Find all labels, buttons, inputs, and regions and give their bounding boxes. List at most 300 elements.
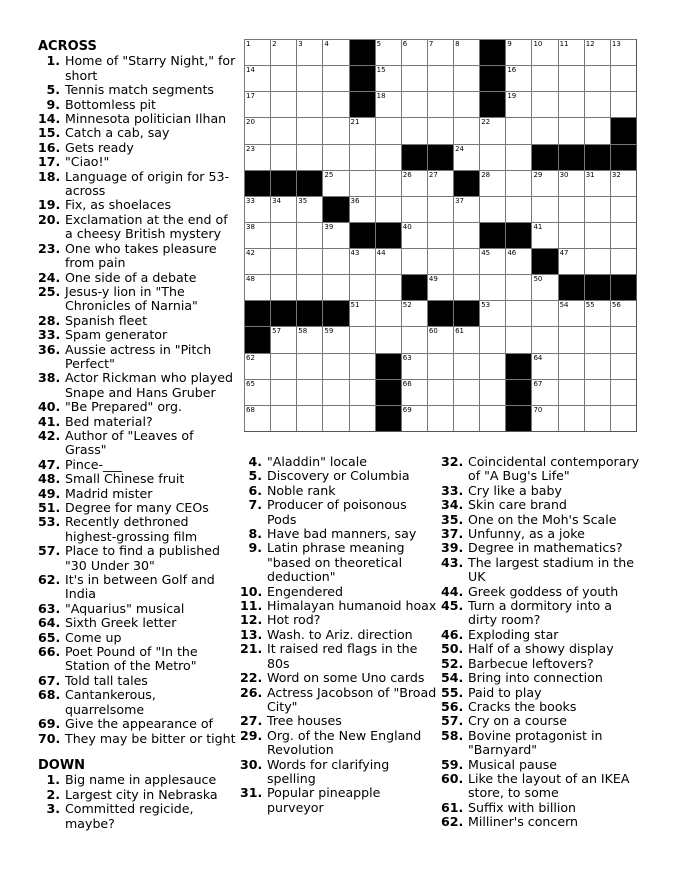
grid-cell[interactable] xyxy=(401,117,427,143)
clue-number: 26. xyxy=(240,684,263,700)
grid-cell[interactable] xyxy=(270,196,296,222)
grid-cell[interactable] xyxy=(479,196,505,222)
grid-clue-number: 8 xyxy=(455,40,460,48)
grid-clue-number: 9 xyxy=(507,40,512,48)
grid-cell[interactable] xyxy=(401,196,427,222)
grid-clue-number: 44 xyxy=(376,249,386,258)
grid-cell[interactable] xyxy=(427,274,453,300)
grid-cell[interactable] xyxy=(453,39,479,65)
clue-number: 59. xyxy=(441,756,464,772)
grid-cell[interactable] xyxy=(584,39,610,65)
clue-number: 65. xyxy=(38,629,61,645)
clue-number: 38. xyxy=(38,370,61,386)
clue-number: 24. xyxy=(38,269,61,285)
grid-cell[interactable] xyxy=(427,117,453,143)
grid-cell[interactable] xyxy=(296,248,322,274)
clue-number: 52. xyxy=(441,655,464,671)
clue-item xyxy=(38,802,238,831)
clue-item xyxy=(441,758,641,772)
grid-cell[interactable] xyxy=(453,144,479,170)
grid-cell[interactable] xyxy=(401,222,427,248)
grid-cell[interactable] xyxy=(427,65,453,91)
grid-cell[interactable] xyxy=(427,222,453,248)
grid-cell[interactable] xyxy=(584,353,610,379)
grid-cell[interactable] xyxy=(322,91,348,117)
clue-number: 4. xyxy=(248,454,262,469)
clue-number: 15. xyxy=(38,125,61,141)
grid-cell[interactable] xyxy=(584,91,610,117)
grid-cell[interactable] xyxy=(270,405,296,431)
clue-number: 35. xyxy=(441,511,464,527)
grid-block-cell xyxy=(505,379,531,405)
grid-cell[interactable] xyxy=(375,170,401,196)
grid-cell[interactable] xyxy=(427,353,453,379)
grid-cell[interactable] xyxy=(244,248,270,274)
grid-cell[interactable] xyxy=(531,405,557,431)
grid-cell[interactable] xyxy=(322,248,348,274)
clue-number: 9. xyxy=(46,96,60,112)
grid-clue-number: 4 xyxy=(324,40,329,48)
grid-cell[interactable] xyxy=(505,274,531,300)
grid-cell[interactable] xyxy=(296,144,322,170)
grid-cell[interactable] xyxy=(558,248,584,274)
grid-cell[interactable] xyxy=(427,39,453,65)
grid-cell[interactable] xyxy=(401,353,427,379)
grid-clue-number: 43 xyxy=(350,249,360,258)
clue-item xyxy=(441,700,641,714)
grid-cell[interactable] xyxy=(453,65,479,91)
grid-clue-number: 40 xyxy=(402,222,412,231)
grid-cell[interactable] xyxy=(584,405,610,431)
clue-item xyxy=(441,585,641,599)
clue-text: Give the appearance of xyxy=(65,716,213,732)
grid-cell[interactable] xyxy=(244,353,270,379)
clue-text: Unfunny, as a joke xyxy=(468,526,585,542)
clue-item xyxy=(441,498,641,512)
grid-cell[interactable] xyxy=(244,91,270,117)
clue-item xyxy=(38,285,238,314)
grid-cell[interactable] xyxy=(558,300,584,326)
grid-cell[interactable] xyxy=(349,274,375,300)
grid-cell[interactable] xyxy=(531,91,557,117)
grid-cell[interactable] xyxy=(558,353,584,379)
grid-cell[interactable] xyxy=(401,379,427,405)
clue-text: Minnesota politician Ilhan xyxy=(65,111,227,127)
clue-number: 63. xyxy=(38,600,61,616)
grid-cell[interactable] xyxy=(270,326,296,352)
grid-block-cell xyxy=(244,300,270,326)
grid-cell[interactable] xyxy=(584,117,610,143)
grid-cell[interactable] xyxy=(375,274,401,300)
clue-text: They may be bitter or tight xyxy=(65,730,236,746)
clue-number: 57. xyxy=(441,713,464,729)
grid-cell[interactable] xyxy=(296,65,322,91)
grid-cell[interactable] xyxy=(453,326,479,352)
grid-cell[interactable] xyxy=(505,300,531,326)
clue-item xyxy=(38,429,238,458)
grid-cell[interactable] xyxy=(505,144,531,170)
clue-item xyxy=(441,729,641,758)
grid-cell[interactable] xyxy=(244,405,270,431)
clue-item xyxy=(38,328,238,342)
clue-text: Exploding star xyxy=(468,626,559,642)
grid-block-cell xyxy=(479,65,505,91)
grid-cell[interactable] xyxy=(453,353,479,379)
grid-cell[interactable] xyxy=(322,117,348,143)
grid-cell[interactable] xyxy=(244,117,270,143)
grid-block-cell xyxy=(505,222,531,248)
grid-cell[interactable] xyxy=(558,326,584,352)
grid-cell[interactable] xyxy=(375,91,401,117)
grid-clue-number: 39 xyxy=(324,222,334,231)
grid-block-cell xyxy=(401,274,427,300)
grid-cell[interactable] xyxy=(558,170,584,196)
grid-cell[interactable] xyxy=(610,248,636,274)
grid-clue-number: 50 xyxy=(533,275,543,284)
grid-cell[interactable] xyxy=(505,117,531,143)
grid-block-cell xyxy=(505,405,531,431)
grid-cell[interactable] xyxy=(270,353,296,379)
grid-cell[interactable] xyxy=(375,300,401,326)
grid-block-cell xyxy=(375,222,401,248)
grid-cell[interactable] xyxy=(479,326,505,352)
grid-cell[interactable] xyxy=(244,222,270,248)
clue-item xyxy=(38,98,238,112)
grid-cell[interactable] xyxy=(244,274,270,300)
grid-block-cell xyxy=(349,65,375,91)
grid-clue-number: 6 xyxy=(402,40,408,48)
clue-item xyxy=(38,400,238,414)
grid-cell[interactable] xyxy=(531,117,557,143)
grid-cell[interactable] xyxy=(401,91,427,117)
grid-cell[interactable] xyxy=(322,65,348,91)
grid-cell[interactable] xyxy=(479,300,505,326)
grid-cell[interactable] xyxy=(375,39,401,65)
grid-clue-number: 16 xyxy=(507,66,517,75)
grid-cell[interactable] xyxy=(479,144,505,170)
grid-cell[interactable] xyxy=(531,222,557,248)
grid-clue-number: 28 xyxy=(481,170,491,179)
grid-cell[interactable] xyxy=(531,196,557,222)
grid-cell[interactable] xyxy=(610,170,636,196)
grid-cell[interactable] xyxy=(584,170,610,196)
grid-cell[interactable] xyxy=(349,300,375,326)
grid-cell[interactable] xyxy=(270,274,296,300)
grid-cell[interactable] xyxy=(296,91,322,117)
grid-cell[interactable] xyxy=(584,196,610,222)
clue-item xyxy=(38,544,238,573)
grid-cell[interactable] xyxy=(558,405,584,431)
clue-text: Gets ready xyxy=(65,139,134,155)
grid-cell[interactable] xyxy=(558,65,584,91)
grid-cell[interactable] xyxy=(531,170,557,196)
clue-text: Bed material? xyxy=(65,413,153,429)
grid-cell[interactable] xyxy=(453,117,479,143)
grid-cell[interactable] xyxy=(453,379,479,405)
grid-cell[interactable] xyxy=(296,39,322,65)
grid-cell[interactable] xyxy=(322,405,348,431)
grid-cell[interactable] xyxy=(479,274,505,300)
clue-item xyxy=(441,772,641,801)
clue-item xyxy=(240,469,440,483)
clue-number: 16. xyxy=(38,139,61,155)
grid-cell[interactable] xyxy=(244,379,270,405)
clue-number: 10. xyxy=(240,583,263,599)
grid-cell[interactable] xyxy=(558,91,584,117)
grid-clue-number: 20 xyxy=(246,118,255,127)
grid-cell[interactable] xyxy=(270,222,296,248)
grid-cell[interactable] xyxy=(531,353,557,379)
grid-cell[interactable] xyxy=(610,222,636,248)
grid-cell[interactable] xyxy=(349,405,375,431)
grid-cell[interactable] xyxy=(610,379,636,405)
grid-cell[interactable] xyxy=(375,117,401,143)
grid-cell[interactable] xyxy=(401,405,427,431)
grid-cell[interactable] xyxy=(296,117,322,143)
grid-cell[interactable] xyxy=(505,248,531,274)
grid-cell[interactable] xyxy=(584,300,610,326)
grid-cell[interactable] xyxy=(322,170,348,196)
grid-clue-number: 37 xyxy=(455,196,464,205)
grid-block-cell xyxy=(531,248,557,274)
clue-text: Milliner's concern xyxy=(468,814,579,830)
grid-cell[interactable] xyxy=(558,39,584,65)
crossword-grid xyxy=(244,39,637,432)
clue-item xyxy=(38,487,238,501)
grid-cell[interactable] xyxy=(401,170,427,196)
grid-clue-number: 5 xyxy=(376,40,382,48)
grid-cell[interactable] xyxy=(270,117,296,143)
grid-cell[interactable] xyxy=(349,196,375,222)
grid-clue-number: 58 xyxy=(298,327,308,336)
grid-cell[interactable] xyxy=(296,274,322,300)
clue-text: Org. of the New England Revolution xyxy=(267,727,422,758)
grid-cell[interactable] xyxy=(479,379,505,405)
grid-cell[interactable] xyxy=(531,379,557,405)
clue-item xyxy=(38,645,238,674)
clue-text: Cracks the books xyxy=(468,698,577,714)
clue-text: Spanish fleet xyxy=(65,312,148,328)
grid-cell[interactable] xyxy=(610,326,636,352)
clue-number: 23. xyxy=(38,240,61,256)
grid-cell[interactable] xyxy=(349,353,375,379)
grid-cell[interactable] xyxy=(558,196,584,222)
clue-number: 51. xyxy=(38,500,61,515)
grid-cell[interactable] xyxy=(427,91,453,117)
grid-clue-number: 57 xyxy=(272,327,282,336)
grid-block-cell xyxy=(505,353,531,379)
clue-text: The largest stadium in the UK xyxy=(468,554,634,585)
grid-cell[interactable] xyxy=(453,274,479,300)
clue-number: 29. xyxy=(240,727,263,743)
grid-cell[interactable] xyxy=(531,326,557,352)
clue-item xyxy=(240,599,440,613)
grid-cell[interactable] xyxy=(427,248,453,274)
grid-clue-number: 17 xyxy=(246,92,255,101)
grid-cell[interactable] xyxy=(322,144,348,170)
grid-cell[interactable] xyxy=(453,91,479,117)
grid-cell[interactable] xyxy=(505,91,531,117)
grid-cell[interactable] xyxy=(244,196,270,222)
clue-item xyxy=(240,786,440,815)
grid-cell[interactable] xyxy=(349,248,375,274)
grid-cell[interactable] xyxy=(296,222,322,248)
grid-cell[interactable] xyxy=(505,39,531,65)
grid-cell[interactable] xyxy=(244,65,270,91)
grid-clue-number: 13 xyxy=(611,40,621,48)
grid-cell[interactable] xyxy=(531,300,557,326)
grid-cell[interactable] xyxy=(531,65,557,91)
grid-cell[interactable] xyxy=(584,248,610,274)
grid-cell[interactable] xyxy=(375,248,401,274)
grid-block-cell xyxy=(349,222,375,248)
clue-number: 34. xyxy=(441,497,464,513)
clue-item xyxy=(38,602,238,616)
grid-cell[interactable] xyxy=(531,274,557,300)
grid-cell[interactable] xyxy=(322,379,348,405)
grid-cell[interactable] xyxy=(479,117,505,143)
grid-cell[interactable] xyxy=(427,170,453,196)
clue-text: Language of origin for 53-across xyxy=(65,168,230,199)
grid-cell[interactable] xyxy=(296,326,322,352)
grid-cell[interactable] xyxy=(505,170,531,196)
grid-cell[interactable] xyxy=(270,379,296,405)
grid-cell[interactable] xyxy=(558,379,584,405)
grid-clue-number: 67 xyxy=(533,379,543,388)
clue-text: Suffix with billion xyxy=(468,799,577,815)
grid-cell[interactable] xyxy=(479,353,505,379)
grid-cell[interactable] xyxy=(427,196,453,222)
grid-cell[interactable] xyxy=(375,144,401,170)
grid-cell[interactable] xyxy=(584,222,610,248)
grid-cell[interactable] xyxy=(375,196,401,222)
clue-text: Himalayan humanoid hoax xyxy=(267,598,437,614)
grid-cell[interactable] xyxy=(349,170,375,196)
grid-cell[interactable] xyxy=(322,39,348,65)
grid-cell[interactable] xyxy=(349,379,375,405)
grid-clue-number: 63 xyxy=(402,353,412,362)
clue-text: "Aladdin" locale xyxy=(267,454,367,469)
grid-cell[interactable] xyxy=(322,222,348,248)
grid-block-cell xyxy=(584,274,610,300)
grid-cell[interactable] xyxy=(505,326,531,352)
clue-text: One on the Moh's Scale xyxy=(468,511,617,527)
grid-cell[interactable] xyxy=(322,274,348,300)
clue-text: Bring into connection xyxy=(468,670,603,686)
clue-text: Greek goddess of youth xyxy=(468,583,619,599)
grid-cell[interactable] xyxy=(558,117,584,143)
grid-block-cell xyxy=(322,196,348,222)
grid-clue-number: 24 xyxy=(455,144,464,153)
clue-text: Popular pineapple purveyor xyxy=(267,785,381,815)
clue-number: 9. xyxy=(248,540,262,556)
grid-cell[interactable] xyxy=(610,405,636,431)
grid-cell[interactable] xyxy=(479,248,505,274)
grid-cell[interactable] xyxy=(610,196,636,222)
grid-cell[interactable] xyxy=(296,353,322,379)
grid-cell[interactable] xyxy=(584,326,610,352)
grid-cell[interactable] xyxy=(375,65,401,91)
clue-number: 2. xyxy=(46,786,60,802)
grid-cell[interactable] xyxy=(453,248,479,274)
clue-item xyxy=(240,527,440,541)
grid-cell[interactable] xyxy=(610,91,636,117)
grid-clue-number: 52 xyxy=(402,301,412,310)
grid-cell[interactable] xyxy=(479,405,505,431)
grid-cell[interactable] xyxy=(531,39,557,65)
grid-cell[interactable] xyxy=(401,248,427,274)
grid-cell[interactable] xyxy=(401,300,427,326)
grid-cell[interactable] xyxy=(270,248,296,274)
grid-cell[interactable] xyxy=(296,405,322,431)
grid-cell[interactable] xyxy=(401,326,427,352)
grid-cell[interactable] xyxy=(296,196,322,222)
grid-cell[interactable] xyxy=(349,326,375,352)
grid-cell[interactable] xyxy=(610,300,636,326)
grid-cell[interactable] xyxy=(558,222,584,248)
grid-cell[interactable] xyxy=(244,144,270,170)
grid-cell[interactable] xyxy=(453,196,479,222)
grid-cell[interactable] xyxy=(322,353,348,379)
grid-cell[interactable] xyxy=(349,144,375,170)
grid-cell[interactable] xyxy=(322,326,348,352)
grid-cell[interactable] xyxy=(610,65,636,91)
clue-text: "Aquarius" musical xyxy=(65,600,185,616)
down-clue-list-1 xyxy=(38,773,238,831)
grid-cell[interactable] xyxy=(375,326,401,352)
grid-cell[interactable] xyxy=(270,39,296,65)
grid-cell[interactable] xyxy=(453,405,479,431)
grid-cell[interactable] xyxy=(244,39,270,65)
clue-item xyxy=(240,729,440,758)
grid-cell[interactable] xyxy=(505,196,531,222)
grid-cell[interactable] xyxy=(610,39,636,65)
grid-cell[interactable] xyxy=(296,379,322,405)
clue-text: Word on some Uno cards xyxy=(267,670,425,686)
clue-item xyxy=(38,688,238,717)
grid-cell[interactable] xyxy=(584,65,610,91)
grid-cell[interactable] xyxy=(427,405,453,431)
grid-cell[interactable] xyxy=(427,379,453,405)
clue-number: 5. xyxy=(46,82,60,98)
grid-block-cell xyxy=(349,91,375,117)
grid-clue-number: 41 xyxy=(533,222,543,231)
down-column-3 xyxy=(441,455,641,830)
grid-cell[interactable] xyxy=(479,170,505,196)
grid-cell[interactable] xyxy=(584,379,610,405)
grid-clue-number: 47 xyxy=(559,249,569,258)
grid-block-cell xyxy=(531,144,557,170)
down-clue-list-3 xyxy=(441,455,641,830)
grid-cell[interactable] xyxy=(453,222,479,248)
clue-number: 56. xyxy=(441,698,464,714)
clue-text: Largest city in Nebraska xyxy=(65,786,218,802)
clue-text: Actor Rickman who played Snape and Hans Gruber xyxy=(65,370,233,400)
clue-number: 42. xyxy=(38,427,61,443)
grid-cell[interactable] xyxy=(505,65,531,91)
grid-cell[interactable] xyxy=(401,39,427,65)
clue-number: 58. xyxy=(441,727,464,743)
clue-text: Committed regicide, maybe? xyxy=(65,801,194,831)
grid-cell[interactable] xyxy=(270,144,296,170)
grid-cell[interactable] xyxy=(401,65,427,91)
grid-cell[interactable] xyxy=(270,65,296,91)
across-heading: ACROSS xyxy=(38,39,97,54)
grid-cell[interactable] xyxy=(427,326,453,352)
grid-cell[interactable] xyxy=(610,353,636,379)
grid-cell[interactable] xyxy=(349,117,375,143)
grid-cell[interactable] xyxy=(270,91,296,117)
